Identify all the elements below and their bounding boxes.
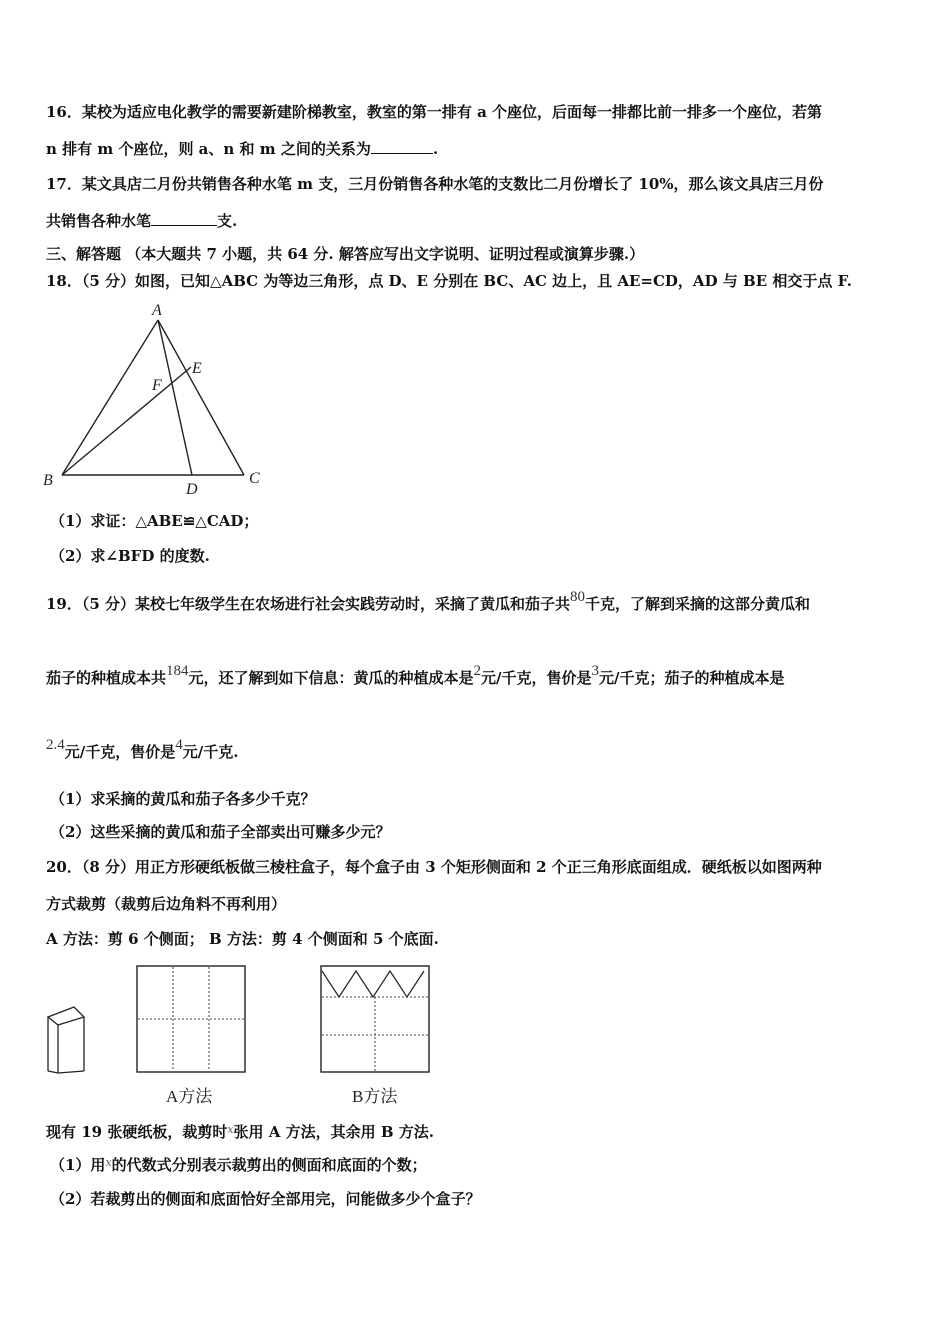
- q18-part2: （2）求∠BFD 的度数.: [50, 547, 210, 565]
- q19-total-cost: 184: [166, 663, 189, 679]
- q18-triangle-figure: [40, 300, 280, 500]
- q19-text-g: 元/千克，售价是: [64, 743, 176, 761]
- q19-text-h: 元/千克.: [182, 743, 239, 761]
- q16-answer-blank: [371, 139, 433, 154]
- q20-part2: （2）若裁剪出的侧面和底面恰好全部用完，问能做多少个盒子？: [50, 1190, 481, 1208]
- q16-line2-end: .: [432, 140, 439, 158]
- q19-part1: （1）求采摘的黄瓜和茄子各多少千克？: [50, 790, 316, 808]
- q19-text-f: 元/千克；茄子的种植成本是: [599, 669, 785, 687]
- q17-answer-blank: [151, 211, 217, 226]
- label-b: B: [43, 472, 53, 489]
- prism-base-left: [48, 1071, 58, 1073]
- board-b-triangles: [322, 971, 424, 997]
- q19-cucumber-price: 3: [591, 663, 600, 679]
- q20-part1-text-a: （1）用: [50, 1156, 106, 1174]
- q20-line1: 20．（8 分）用正方形硬纸板做三棱柱盒子，每个盒子由 3 个矩形侧面和 2 个正三角形底面组成．硬纸板以如图两种: [46, 858, 822, 876]
- q20-setup: [46, 1122, 434, 1144]
- method-a-label: A方法: [166, 1087, 213, 1106]
- label-d: D: [186, 481, 198, 498]
- q20-setup-variable: x: [227, 1123, 234, 1136]
- q18-stem: 18．（5 分）如图，已知△ABC 为等边三角形，点 D、E 分别在 BC、AC 边上，且 AE=CD，AD 与 BE 相交于点 F.: [46, 272, 852, 290]
- q19-part2: （2）这些采摘的黄瓜和茄子全部卖出可赚多少元？: [50, 823, 391, 841]
- q17-line2-text: 共销售各种水笔: [46, 212, 152, 230]
- q19-text-b: 千克，了解到采摘的这部分黄瓜和: [585, 595, 811, 613]
- label-a: A: [152, 302, 162, 319]
- q20-methods: A 方法：剪 6 个侧面； B 方法：剪 4 个侧面和 5 个底面.: [46, 930, 439, 948]
- label-f: F: [152, 377, 162, 394]
- method-b-label: B方法: [352, 1087, 398, 1106]
- method-a-board: [136, 965, 248, 1075]
- prism-top: [48, 1007, 84, 1025]
- side-ac: [158, 320, 244, 475]
- q19-total-weight: 80: [570, 589, 586, 605]
- q16-line2: [46, 139, 438, 159]
- q17-line2: [46, 211, 237, 231]
- q20-line2: 方式裁剪（裁剪后边角料不再利用）: [46, 895, 287, 913]
- q20-setup-text-a: 现有 19 张硬纸板，裁剪时: [46, 1123, 228, 1141]
- prism-base-right: [58, 1071, 84, 1073]
- q17-line2-end: 支.: [217, 212, 238, 230]
- q19-line2: [46, 663, 785, 689]
- q19-cucumber-cost: 2: [473, 663, 482, 679]
- q18-part1: （1）求证：△ABE≌△CAD；: [50, 512, 259, 530]
- q16-line1: 16．某校为适应电化教学的需要新建阶梯教室，教室的第一排有 a 个座位，后面每一排都比前一排多一个座位，若第: [46, 103, 823, 121]
- q20-part1-variable: x: [105, 1156, 112, 1169]
- q17-line1: 17．某文具店二月份共销售各种水笔 m 支，三月份销售各种水笔的支数比二月份增长了 10%，那么该文具店三月份: [46, 175, 824, 193]
- label-e: E: [192, 360, 202, 377]
- segment-ad: [158, 320, 192, 475]
- q19-text-c: 茄子的种植成本共: [46, 669, 167, 687]
- q19-text-e: 元/千克，售价是: [481, 669, 592, 687]
- method-b-board: [320, 965, 432, 1075]
- segment-be: [62, 367, 191, 475]
- section-heading: 三、解答题 （本大题共 7 小题，共 64 分. 解答应写出文字说明、证明过程或演算步骤.）: [46, 245, 645, 263]
- side-ab: [62, 320, 158, 475]
- q19-text-d: 元，还了解到如下信息：黄瓜的种植成本是: [188, 669, 474, 687]
- q20-setup-text-b: 张用 A 方法，其余用 B 方法.: [233, 1123, 434, 1141]
- q19-text-a: 19．（5 分）某校七年级学生在农场进行社会实践劳动时，采摘了黄瓜和茄子共: [46, 595, 571, 613]
- label-c: C: [249, 470, 260, 487]
- q19-line3: [46, 737, 239, 763]
- q19-eggplant-cost: 2.4: [46, 737, 65, 753]
- q19-eggplant-price: 4: [175, 737, 183, 753]
- prism-figure: [44, 1005, 94, 1079]
- q20-part1-text-b: 的代数式分别表示裁剪出的侧面和底面的个数；: [111, 1156, 427, 1174]
- q16-line2-text: n 排有 m 个座位，则 a、n 和 m 之间的关系为: [46, 140, 371, 158]
- q19-line1: [46, 589, 811, 615]
- q20-part1: [50, 1155, 427, 1177]
